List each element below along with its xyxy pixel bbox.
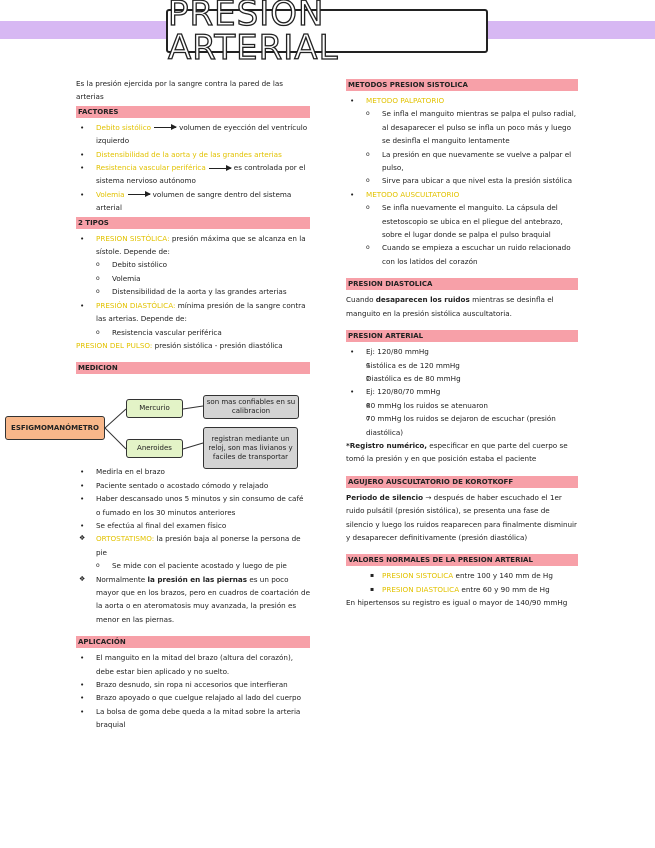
aneroides-node: Aneroides bbox=[126, 439, 183, 458]
aplicacion-header: APLICACIÓN bbox=[76, 636, 310, 648]
arrow-icon bbox=[209, 168, 231, 169]
sub-item: o Distensibilidad de la aorta y las grandes arterias bbox=[76, 285, 310, 298]
sub-item: o Diastólica es de 80 mmHg bbox=[346, 372, 578, 385]
sub-item: o Se infla el manguito mientras se palpa el pulso radial, al desaparecer el pulso se infla un poco más y luego se desinfla el manguito lentamente bbox=[346, 107, 578, 147]
sub-item: o 80 mmHg los ruidos se atenuaron bbox=[346, 399, 578, 412]
sub-item: o Se mide con el paciente acostado y luego de pie bbox=[76, 559, 310, 572]
list-item: ▪ PRESION SISTOLICA entre 100 y 140 mm de Hg bbox=[346, 569, 578, 582]
metodos-header: METODOS PRESION SISTOLICA bbox=[346, 79, 578, 91]
list-item: • Brazo apoyado o que cuelgue relajado al lado del cuerpo bbox=[76, 691, 310, 704]
medicion-header: MEDICION bbox=[76, 362, 310, 374]
list-item: • Ej: 120/80 mmHg bbox=[346, 345, 578, 358]
sub-item: o Cuando se empieza a escuchar un ruido relacionado con los latidos del corazón bbox=[346, 241, 578, 268]
list-item: • METODO PALPATORIO bbox=[346, 94, 578, 107]
medicion-list bbox=[76, 465, 310, 626]
right-column bbox=[346, 77, 578, 610]
diastolica-header: PRESION DIASTOLICA bbox=[346, 278, 578, 290]
list-item: • Brazo desnudo, sin ropa ni accesorios que interfieran bbox=[76, 678, 310, 691]
sub-item: o Volemia bbox=[76, 272, 310, 285]
presion-arterial-list bbox=[346, 345, 578, 439]
list-item: • Medirla en el brazo bbox=[76, 465, 310, 478]
list-item: • El manguito en la mitad del brazo (altura del corazón), debe estar bien aplicado y no suelto. bbox=[76, 651, 310, 678]
list-item: • Haber descansado unos 5 minutos y sin consumo de café o fumado en los 30 minutos anteriores bbox=[76, 492, 310, 519]
intro-text: Es la presión ejercida por la sangre contra la pared de las arterias bbox=[76, 79, 284, 102]
factores-header: FACTORES bbox=[76, 106, 310, 118]
korotkoff-text: Periodo de silencio → después de haber escuchado el 1er ruido pulsátil (presión sistólica), se presenta una fase de silencio y luego los ruidos reaparecen para finalmente disminuir y desaparecer definitivamente (presión diastólica) bbox=[346, 492, 578, 542]
list-item: • Ej: 120/80/70 mmHg bbox=[346, 385, 578, 398]
sub-item: o Sirve para ubicar a que nivel esta la presión sistólica bbox=[346, 174, 578, 187]
list-item: • Resistencia vascular periférica es controlada por el sistema nervioso autónomo bbox=[76, 161, 310, 188]
arrow-icon bbox=[128, 194, 150, 195]
list-item: • La bolsa de goma debe queda a la mitad sobre la arteria braquial bbox=[76, 705, 310, 732]
list-item: • METODO AUSCULTATORIO bbox=[346, 188, 578, 201]
page-title: PRESION ARTERIAL bbox=[166, 9, 488, 53]
list-item: ❖ Normalmente la presión en las piernas es un poco mayor que en los brazos, pero en cuadros de coartación de la aorta o en ateromatosis muy avanzada, la presión es menor en las piernas. bbox=[76, 573, 310, 627]
hipertensos-text: En hipertensos su registro es igual o mayor de 140/90 mmHg bbox=[346, 598, 568, 608]
aneroides-note: registran mediante un reloj, son mas livianos y faciles de transportar bbox=[203, 427, 298, 469]
tipos-header: 2 TIPOS bbox=[76, 217, 310, 229]
metodos-list bbox=[346, 94, 578, 268]
list-item: ▪ PRESION DIASTOLICA entre 60 y 90 mm de Hg bbox=[346, 583, 578, 596]
aplicacion-list bbox=[76, 651, 310, 731]
factores-list bbox=[76, 121, 310, 215]
sub-item: o Sistólica es de 120 mmHg bbox=[346, 359, 578, 372]
list-item: • PRESION SISTÓLICA: presión máxima que se alcanza en la sístole. Depende de: bbox=[76, 232, 310, 259]
list-item: • Se efectúa al final del examen físico bbox=[76, 519, 310, 532]
registro-text: *Registro numérico, especificar en que parte del cuerpo se tomó la presión y en que posición estaba el paciente bbox=[346, 440, 568, 464]
list-item: • Debito sistólico volumen de eyección del ventrículo izquierdo bbox=[76, 121, 310, 148]
korotkoff-header: AGUJERO AUSCULTATORIO DE KOROTKOFF bbox=[346, 476, 578, 488]
mercurio-node: Mercurio bbox=[126, 399, 183, 418]
sub-item: o La presión en que nuevamente se vuelve a palpar el pulso, bbox=[346, 148, 578, 175]
sub-item: o Se infla nuevamente el manguito. La cápsula del estetoscopio se ubica en el pliegue del antebrazo, sobre el lugar donde se palpa el pulso braquial bbox=[346, 201, 578, 241]
list-item: ❖ ORTOSTATISMO: la presión baja al ponerse la persona de pie bbox=[76, 532, 310, 559]
valores-header: VALORES NORMALES DE LA PRESION ARTERIAL bbox=[346, 554, 578, 566]
list-item: • Volemia volumen de sangre dentro del sistema arterial bbox=[76, 188, 310, 215]
diastolica-text: Cuando desaparecen los ruidos mientras se desinfla el manguito en la presión sistólica auscultatoria. bbox=[346, 295, 554, 318]
sub-item: o Resistencia vascular periférica bbox=[76, 326, 310, 339]
list-item: • Paciente sentado o acostado cómodo y relajado bbox=[76, 479, 310, 492]
list-item: • Distensibilidad de la aorta y de las grandes arterias bbox=[76, 148, 310, 161]
sub-item: o Debito sistólico bbox=[76, 258, 310, 271]
tipos-list bbox=[76, 232, 310, 339]
presion-arterial-header: PRESION ARTERIAL bbox=[346, 330, 578, 342]
list-item: • PRESIÓN DIASTÓLICA: mínima presión de la sangre contra las arterias. Depende de: bbox=[76, 299, 310, 326]
mercurio-note: son mas confiables en su calibracion bbox=[203, 395, 299, 419]
pulso-text: PRESION DEL PULSO: presión sistólica - presión diastólica bbox=[76, 340, 283, 350]
sub-item: o 70 mmHg los ruidos se dejaron de escuchar (presión diastólica) bbox=[346, 412, 578, 439]
arrow-icon bbox=[154, 127, 176, 128]
valores-list bbox=[346, 569, 578, 596]
root-node: ESFIGMOMANÓMETRO bbox=[5, 416, 105, 440]
